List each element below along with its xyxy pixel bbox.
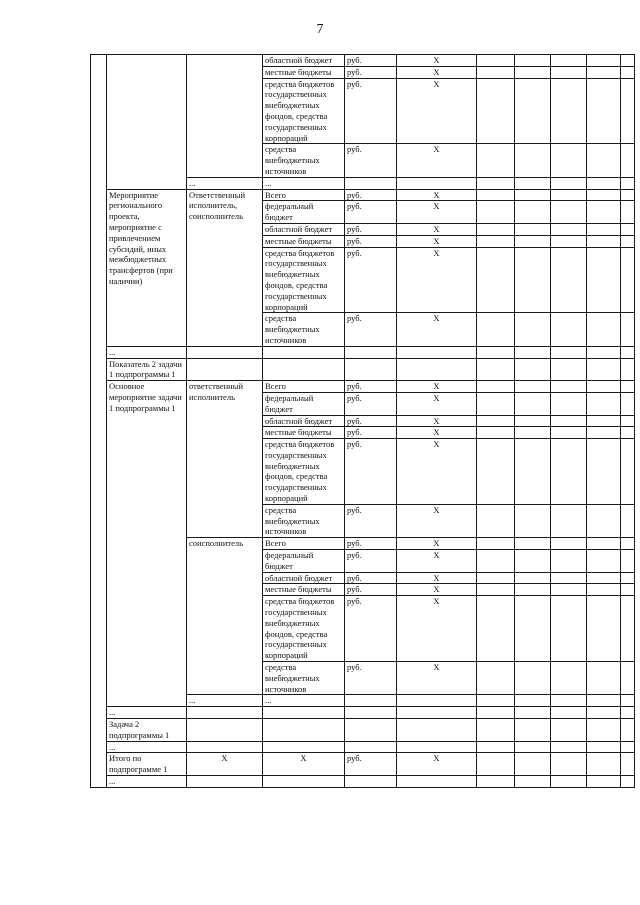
table-cell [551,223,587,235]
table-cell [515,538,551,550]
table-cell [515,144,551,177]
table-cell: руб. [345,55,397,67]
table-cell [551,695,587,707]
table-cell: федеральный бюджет [263,392,345,415]
table-cell [187,719,263,742]
table-cell: X [397,189,477,201]
table-cell: средства внебюджетных источников [263,313,345,346]
table-cell [263,776,345,788]
table-cell: X [397,247,477,313]
table-cell [515,719,551,742]
table-cell [263,741,345,753]
table-cell [551,596,587,662]
table-cell [477,572,515,584]
table-cell [477,695,515,707]
table-cell: Основное мероприятие задачи 1 подпрограммы 1 [107,381,187,707]
table-cell: средства бюджетов государственных внебюджетных фондов, средства государственных корпораций [263,78,345,144]
table-cell: ... [263,695,345,707]
table-cell [345,695,397,707]
table-cell [477,55,515,67]
table-cell [477,439,515,505]
table-cell: руб. [345,439,397,505]
table-cell: руб. [345,392,397,415]
table-cell [515,550,551,573]
table-cell: X [397,596,477,662]
table-cell [397,358,477,381]
table-cell: X [397,538,477,550]
table-cell [621,707,635,719]
table-cell [477,358,515,381]
table-cell: федеральный бюджет [263,550,345,573]
table-cell: областной бюджет [263,572,345,584]
table-cell: X [397,78,477,144]
table-cell: руб. [345,66,397,78]
table-cell [515,223,551,235]
table-cell [551,719,587,742]
table-cell [477,177,515,189]
table-cell [621,584,635,596]
table-cell: ... [263,177,345,189]
table-cell: Задача 2 подпрограммы 1 [107,719,187,742]
table-cell [345,358,397,381]
table-cell [515,427,551,439]
table-cell: X [397,572,477,584]
table-cell: ... [107,707,187,719]
table-cell [477,427,515,439]
table-cell [477,662,515,695]
table-cell [515,313,551,346]
table-row [91,776,635,788]
table-cell [551,707,587,719]
table-cell [515,346,551,358]
table-cell [515,392,551,415]
table-cell [515,201,551,224]
table-cell: X [397,223,477,235]
table-cell [551,572,587,584]
table-cell [263,358,345,381]
table-cell [621,427,635,439]
table-cell [551,584,587,596]
table-cell [345,719,397,742]
table-cell [515,776,551,788]
table-cell [621,313,635,346]
table-cell: средства внебюджетных источников [263,144,345,177]
table-cell [587,572,621,584]
table-cell [515,753,551,776]
table-cell: ... [107,741,187,753]
table-cell [621,662,635,695]
table-cell [397,719,477,742]
table-cell: X [397,55,477,67]
table-cell [515,66,551,78]
table-cell: руб. [345,550,397,573]
table-cell [187,776,263,788]
table-cell [515,695,551,707]
table-cell [621,346,635,358]
table-cell [551,776,587,788]
table-cell [551,504,587,537]
table-cell [515,247,551,313]
table-cell [621,572,635,584]
table-cell: X [263,753,345,776]
table-cell [187,358,263,381]
table-cell: Показатель 2 задачи 1 подпрограммы 1 [107,358,187,381]
table-cell [621,247,635,313]
table-row [91,707,635,719]
table-cell [621,550,635,573]
table-cell [587,741,621,753]
table-cell [515,177,551,189]
table-cell [477,392,515,415]
table-cell [263,346,345,358]
table-cell [477,201,515,224]
table-cell [551,313,587,346]
table-cell [515,381,551,393]
table-cell: местные бюджеты [263,235,345,247]
table-cell: руб. [345,381,397,393]
table-cell [621,358,635,381]
table-cell [621,78,635,144]
table-cell: ... [107,346,187,358]
table-cell [187,55,263,178]
table-cell [477,776,515,788]
table-cell [91,55,107,788]
table-cell [587,358,621,381]
table-cell: местные бюджеты [263,584,345,596]
table-cell [621,201,635,224]
table-cell [551,346,587,358]
table-cell [587,719,621,742]
table-cell [263,719,345,742]
table-cell [621,66,635,78]
table-cell [587,662,621,695]
table-cell [397,741,477,753]
table-cell: областной бюджет [263,415,345,427]
table-cell: руб. [345,504,397,537]
table-cell [397,177,477,189]
table-cell [587,695,621,707]
table-cell [515,189,551,201]
table-cell [587,753,621,776]
table-cell [551,66,587,78]
table-cell [551,177,587,189]
table-cell [107,55,187,190]
table-cell [587,538,621,550]
table-cell [477,707,515,719]
table-cell: X [397,584,477,596]
table-cell: X [397,415,477,427]
table-cell: соисполнитель [187,538,263,695]
table-cell [477,550,515,573]
table-cell: средства бюджетов государственных внебюджетных фондов, средства государственных корпораций [263,596,345,662]
table-cell [587,381,621,393]
table-cell [515,662,551,695]
table-cell [551,358,587,381]
table-cell [551,753,587,776]
table-cell [477,235,515,247]
table-cell [587,235,621,247]
table-cell [587,78,621,144]
table-cell: X [397,662,477,695]
table-cell: руб. [345,662,397,695]
table-cell [397,707,477,719]
table-cell: ... [107,776,187,788]
table-cell [621,753,635,776]
table-cell [587,177,621,189]
table-cell [551,247,587,313]
table-cell [345,776,397,788]
table-cell [587,201,621,224]
table-cell [477,66,515,78]
table-cell: руб. [345,427,397,439]
table-cell [477,719,515,742]
table-cell [587,392,621,415]
table-cell [515,741,551,753]
table-cell [587,427,621,439]
table-cell: ... [187,177,263,189]
table-cell: местные бюджеты [263,66,345,78]
table-cell: X [397,235,477,247]
table-cell [551,662,587,695]
table-cell [587,144,621,177]
table-cell [621,504,635,537]
table-cell [551,201,587,224]
table-cell [345,346,397,358]
table-cell [621,392,635,415]
table-cell: ... [187,695,263,707]
table-cell [515,439,551,505]
table-cell [621,235,635,247]
budget-table-body [91,55,635,788]
table-cell: Всего [263,538,345,550]
table-cell: X [187,753,263,776]
table-cell: X [397,427,477,439]
table-cell [551,392,587,415]
table-cell [621,55,635,67]
table-cell: Итого по подпрограмме 1 [107,753,187,776]
table-cell [551,538,587,550]
table-cell [551,741,587,753]
table-cell [477,504,515,537]
table-cell: руб. [345,596,397,662]
table-cell [477,415,515,427]
table-cell [187,707,263,719]
table-cell [477,596,515,662]
table-row [91,753,635,776]
table-cell [515,572,551,584]
table-cell [587,776,621,788]
table-cell: X [397,201,477,224]
table-cell [515,415,551,427]
table-cell: местные бюджеты [263,427,345,439]
table-cell [515,504,551,537]
table-cell [477,189,515,201]
table-cell: X [397,313,477,346]
table-cell [621,223,635,235]
table-cell [621,776,635,788]
table-row [91,741,635,753]
table-cell [587,66,621,78]
table-cell: Всего [263,189,345,201]
table-cell [187,346,263,358]
table-cell: средства бюджетов государственных внебюджетных фондов, средства государственных корпораций [263,247,345,313]
table-cell [515,55,551,67]
table-cell [621,719,635,742]
table-cell [345,707,397,719]
table-cell [621,177,635,189]
table-cell [587,247,621,313]
table-cell [477,223,515,235]
table-cell [587,189,621,201]
table-cell: руб. [345,223,397,235]
table-cell [515,584,551,596]
table-cell [621,415,635,427]
table-cell [551,550,587,573]
table-cell [621,381,635,393]
table-cell: X [397,66,477,78]
table-cell [477,144,515,177]
table-cell: ответственный исполнитель [187,381,263,538]
page-number: 7 [316,22,324,37]
table-cell: областной бюджет [263,55,345,67]
table-cell: федеральный бюджет [263,201,345,224]
table-cell [515,596,551,662]
table-cell: руб. [345,189,397,201]
table-cell [551,55,587,67]
table-cell [515,358,551,381]
table-cell [345,741,397,753]
table-cell: средства внебюджетных источников [263,504,345,537]
table-cell [621,189,635,201]
table-cell [477,313,515,346]
table-cell: руб. [345,313,397,346]
table-cell [345,177,397,189]
table-cell [587,584,621,596]
table-cell [515,78,551,144]
table-cell [621,439,635,505]
table-cell: Ответственный исполнитель, соисполнитель [187,189,263,346]
table-cell: руб. [345,78,397,144]
table-cell [621,596,635,662]
table-cell [587,504,621,537]
table-cell: X [397,504,477,537]
table-cell: X [397,753,477,776]
table-cell: руб. [345,247,397,313]
table-cell [477,78,515,144]
budget-table [90,54,635,788]
table-cell: Всего [263,381,345,393]
table-cell [515,707,551,719]
table-cell [621,144,635,177]
table-cell [477,346,515,358]
table-cell [551,381,587,393]
table-cell: руб. [345,144,397,177]
table-cell [551,439,587,505]
table-cell [587,707,621,719]
table-row [91,346,635,358]
table-cell [477,247,515,313]
table-cell [587,223,621,235]
table-cell: областной бюджет [263,223,345,235]
table-cell: X [397,392,477,415]
table-cell: средства бюджетов государственных внебюджетных фондов, средства государственных корпораций [263,439,345,505]
table-cell [587,346,621,358]
table-cell [477,741,515,753]
table-cell [551,189,587,201]
table-cell: средства внебюджетных источников [263,662,345,695]
table-row [91,381,635,393]
table-cell [551,144,587,177]
table-cell [587,313,621,346]
table-cell [477,753,515,776]
table-cell [587,415,621,427]
table-cell: руб. [345,235,397,247]
table-cell [621,695,635,707]
table-cell: X [397,439,477,505]
table-cell [587,439,621,505]
table-cell [621,741,635,753]
table-cell: X [397,144,477,177]
table-cell [551,235,587,247]
table-cell [621,538,635,550]
table-cell [477,538,515,550]
table-row [91,189,635,201]
table-cell [551,78,587,144]
table-cell: руб. [345,572,397,584]
table-cell [397,776,477,788]
table-cell [477,381,515,393]
table-cell: руб. [345,415,397,427]
table-row [91,358,635,381]
table-cell [263,707,345,719]
table-cell: руб. [345,201,397,224]
table-cell [587,596,621,662]
table-cell: X [397,550,477,573]
table-cell [397,346,477,358]
table-cell [551,415,587,427]
table-cell [551,427,587,439]
table-cell [477,584,515,596]
table-row [91,55,635,67]
table-cell [587,550,621,573]
table-cell: руб. [345,538,397,550]
table-cell: руб. [345,584,397,596]
table-cell [515,235,551,247]
table-cell [397,695,477,707]
table-cell [187,741,263,753]
table-cell [587,55,621,67]
table-cell: Мероприятие регионального проекта, мероприятие с привлечением субсидий, иных межбюджетных трансфертов (при наличии) [107,189,187,346]
table-cell: X [397,381,477,393]
table-row [91,719,635,742]
table-cell: руб. [345,753,397,776]
